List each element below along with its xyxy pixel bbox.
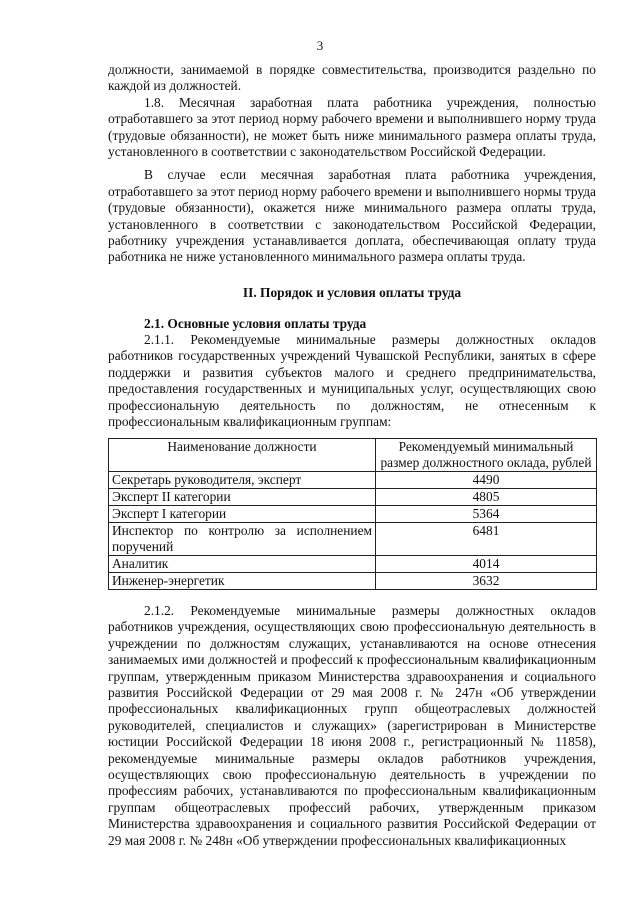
table-row <box>109 573 597 590</box>
table-row <box>109 523 597 556</box>
position-cell: Инженер-энергетик <box>109 573 376 590</box>
paragraph-2-1-1: 2.1.1. Рекомендуемые минимальные размеры должностных окладов работников государственных учреждений Чувашской Республики, занятых в сфере поддержки и развития субъектов малого и среднего предпринимательства, предоставления государственных и муниципальных услуг, осуществляющих свою профессиональную деятельность по должностям, не отнесенным к профессиональным квалификационным группам: <box>108 332 596 430</box>
table-row <box>109 556 597 573</box>
subsection-title: 2.1. Основные условия оплаты труда <box>144 316 367 331</box>
position-cell: Аналитик <box>109 556 376 573</box>
table-header-row <box>109 439 597 472</box>
salary-cell: 4805 <box>376 489 597 506</box>
header-position: Наименование должности <box>109 439 376 472</box>
table-row <box>109 489 597 506</box>
position-cell: Эксперт I категории <box>109 506 376 523</box>
paragraph-2-1-2-block <box>108 603 596 849</box>
position-cell: Эксперт II категории <box>109 489 376 506</box>
continuation-paragraph: должности, занимаемой в порядке совместительства, производится раздельно по каждой из должностей. <box>108 62 596 94</box>
table-row <box>109 506 597 523</box>
salary-cell: 3632 <box>376 573 597 590</box>
header-salary: Рекомендуемый минимальный размер должностного оклада, рублей <box>376 439 597 472</box>
salary-cell: 4014 <box>376 556 597 573</box>
position-cell: Инспектор по контролю за исполнением поручений <box>109 523 376 556</box>
paragraph-2-1-1-block <box>108 332 596 430</box>
paragraph-1-8: 1.8. Месячная заработная плата работника учреждения, полностью отработавшего за этот период норму рабочего времени и выполнившего норму труда (трудовые обязанности), не может быть ниже минимального размера оплаты труда, установленного в соответствии с законодательством Российской Федерации. <box>108 94 596 160</box>
salary-cell: 5364 <box>376 506 597 523</box>
section-title: II. Порядок и условия оплаты труда <box>242 285 462 300</box>
intro-block <box>108 62 596 266</box>
table-row <box>109 472 597 489</box>
position-cell: Секретарь руководителя, эксперт <box>109 472 376 489</box>
paragraph-minimum-wage-case: В случае если месячная заработная плата работника учреждения, отработавшего за этот период норму рабочего времени и выполнившего нормы труда (трудовые обязанности), окажется ниже минимального размера оплаты труда, установленного в соответствии с законодательством Российской Федерации, работнику учреждения устанавливается доплата, обеспечивающая оплату труда работника не ниже установленного минимального размера оплаты труда. <box>108 167 596 265</box>
salary-cell: 6481 <box>376 523 597 556</box>
salary-cell: 4490 <box>376 472 597 489</box>
salary-table <box>108 438 597 590</box>
paragraph-2-1-2: 2.1.2. Рекомендуемые минимальные размеры должностных окладов работников учреждения, осуществляющих свою профессиональную деятельность в учреждении по должностям служащих, устанавливаются на основе отнесения занимаемых ими должностей и профессий к профессиональным квалификационным группам, утвержденным приказом Министерства здравоохранения и социального развития Российской Федерации от 29 мая 2008 г. № 247н «Об утверждении профессиональных квалификационных групп общеотраслевых должностей руководителей, специалистов и служащих» (зарегистрирован в Министерстве юстиции Российской Федерации 18 июня 2008 г., регистрационный № 11858), рекомендуемые минимальные размеры окладов работников учреждения, осуществляющих свою профессиональную деятельность в учреждении по профессиям рабочих, устанавливаются по профессиональным квалификационным группам общеотраслевых профессий рабочих, утвержденным приказом Министерства здравоохранения и социального развития Российской Федерации от 29 мая 2008 г. № 248н «Об утверждении профессиональных квалификационных <box>108 603 596 848</box>
page-number: 3 <box>316 38 324 53</box>
